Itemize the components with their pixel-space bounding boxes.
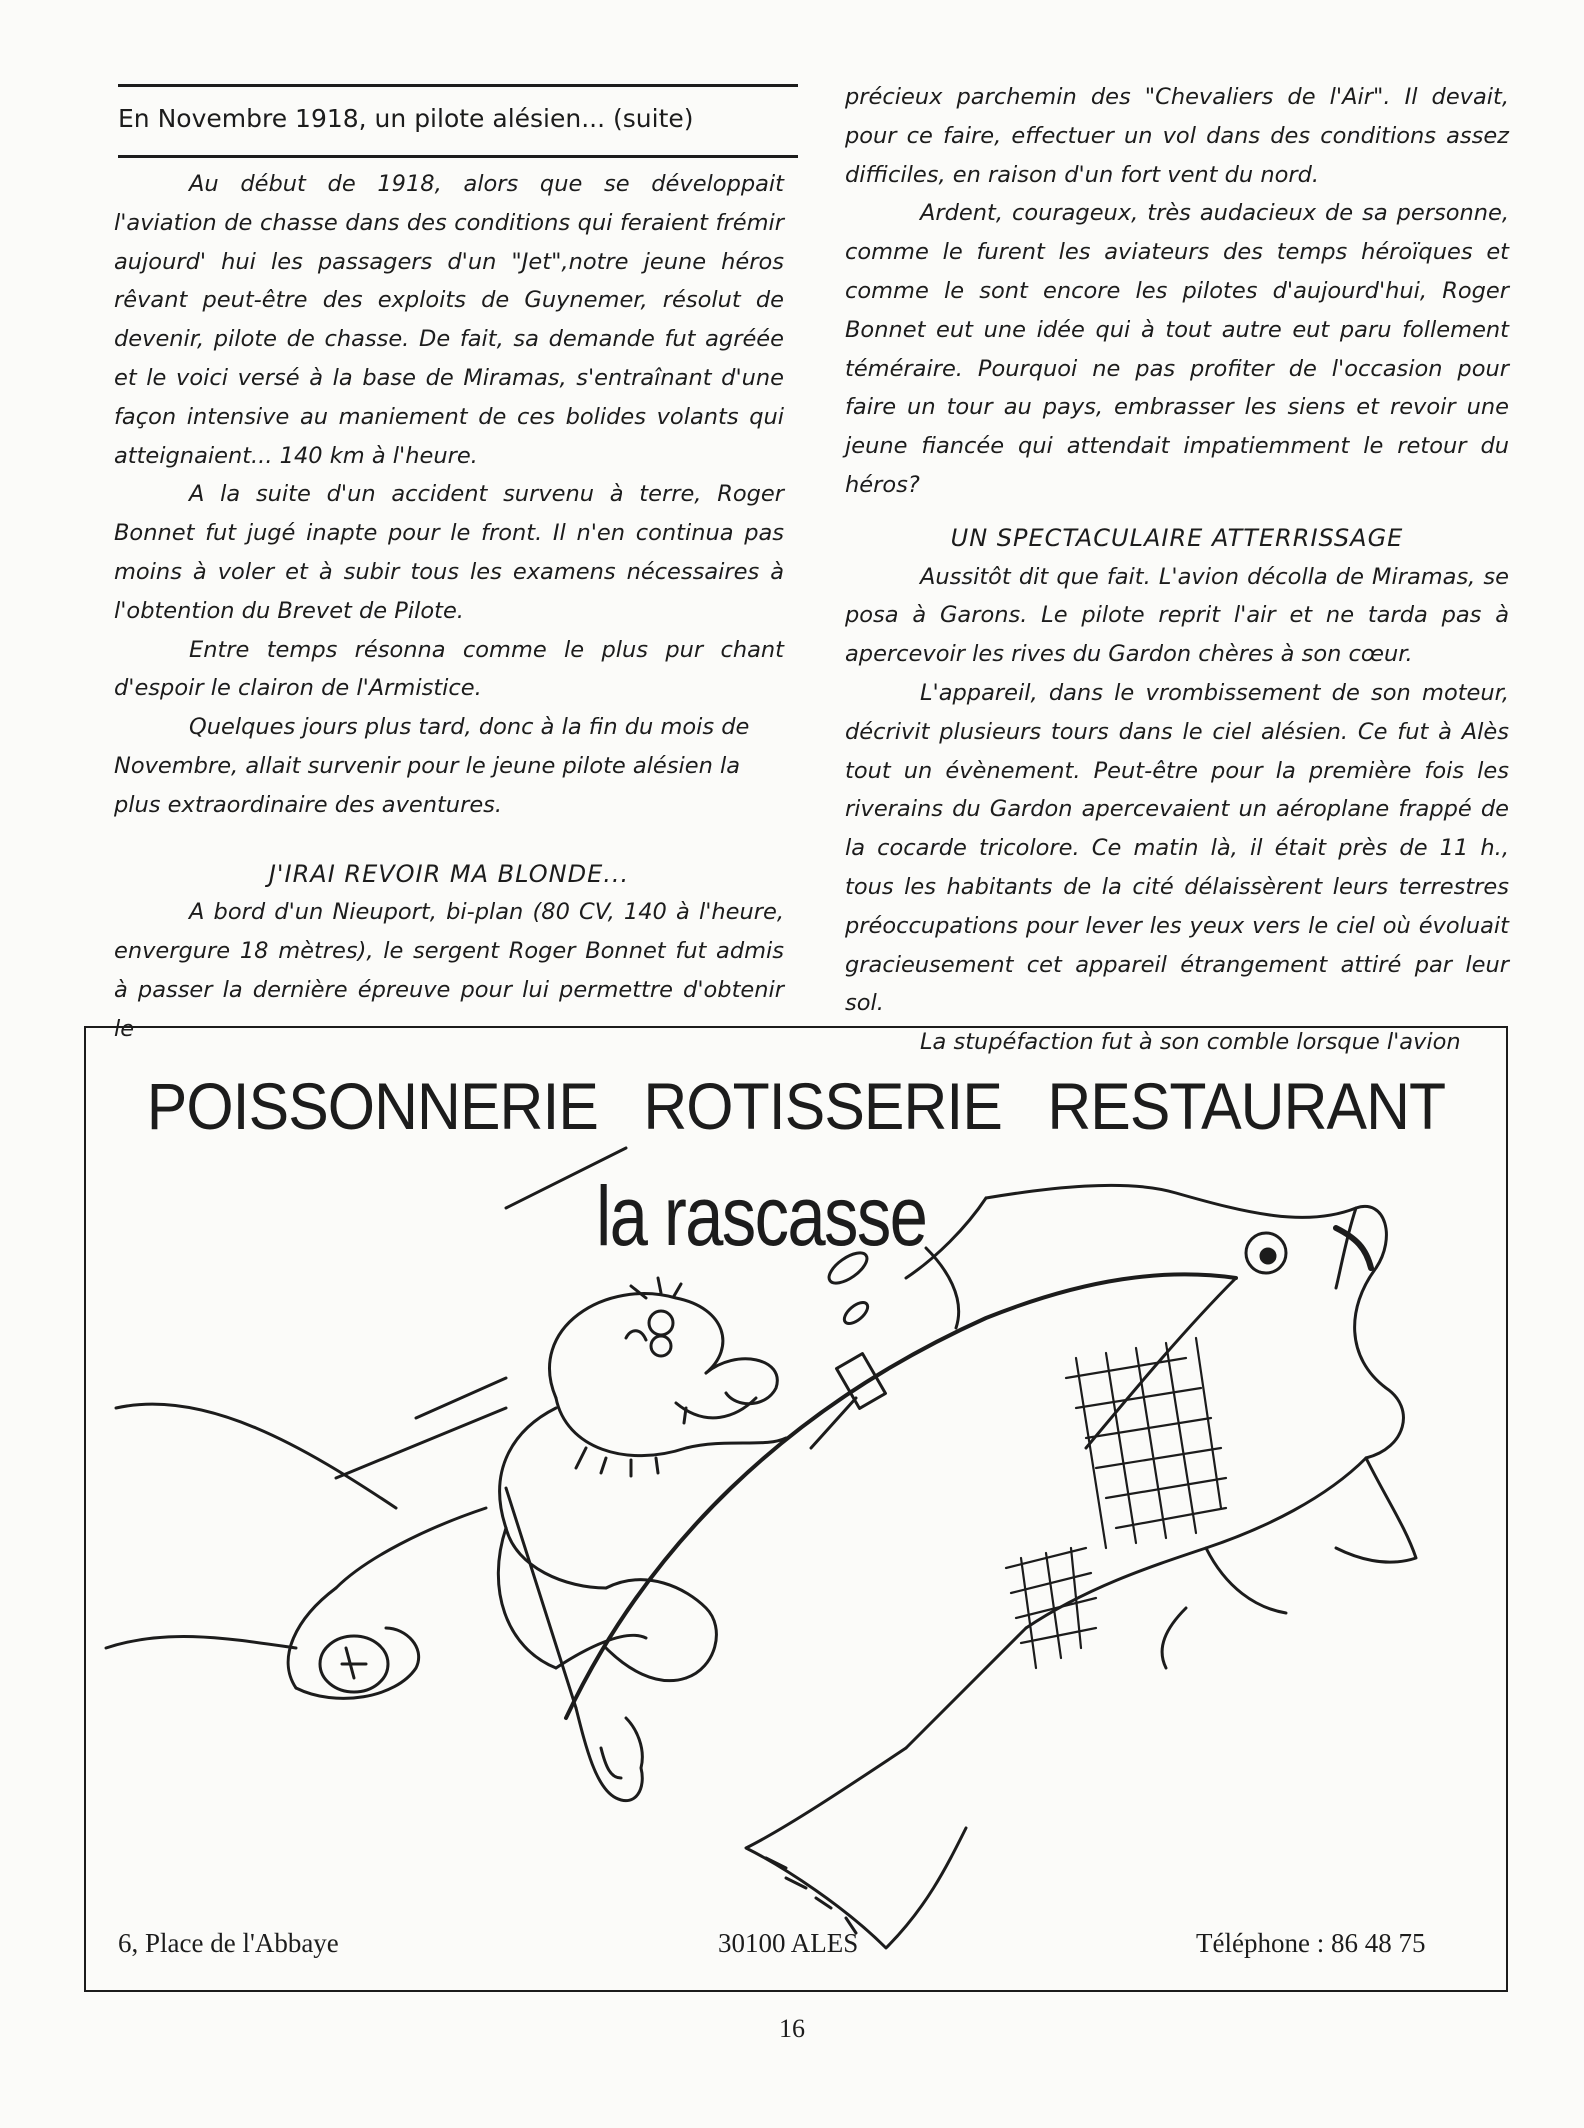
section-subheading: J'IRAI REVOIR MA BLONDE... [268,859,630,888]
right-column [845,78,1509,1062]
fisherman-and-fish-illustration [86,1028,1506,1988]
paragraph: Entre temps résonna comme le plus pur chant d'espoir le clairon de l'Armistice. [114,636,784,702]
section-subheading: UN SPECTACULAIRE ATTERRISSAGE [950,523,1404,552]
header-bottom-rule [118,155,798,158]
paragraph: L'appareil, dans le vrombissement de son moteur, décrivit plusieurs tours dans le ciel alésien. Ce fut à Alès tout un évènement. Peut-être pour la première fois les riverains du Gardon apercevaient un aéroplane frappé de la cocarde tricolore. Ce matin là, il était près de 11 h., tous les habitants de la cité délaissèrent leurs terrestres préoccupations pour lever les yeux vers le ciel où évoluait gracieusement cet appareil étrangement attiré par leur sol. [845,679,1509,1017]
paragraph: Ardent, courageux, très audacieux de sa personne, comme le furent les aviateurs des temps héroïques et comme le sont encore les pilotes d'aujourd'hui, Roger Bonnet eut une idée qui à tout autre eut paru follement téméraire. Pourquoi ne pas profiter de l'occasion pour faire un tour au pays, embrasser les siens et revoir une jeune fiancée qui attendait impatiemment le retour du héros? [845,200,1509,498]
header-top-rule [118,84,798,87]
restaurant-advertisement [84,1026,1508,1992]
paragraph: Aussitôt dit que fait. L'avion décolla de Miramas, se posa à Garons. Le pilote reprit l'air et ne tarda pas à apercevoir les rives du Gardon chères à son cœur. [845,563,1509,668]
ad-city: 30100 ALES [718,1928,859,1958]
ad-headline: POISSONNERIE ROTISSERIE RESTAURANT [146,1069,1446,1143]
paragraph: La stupéfaction fut à son comble lorsque l'avion [920,1029,1461,1056]
paragraph: A bord d'un Nieuport, bi-plan (80 CV, 140 à l'heure, envergure 18 mètres), le sergent Roger Bonnet fut admis à passer la dernière épreuve pour lui permettre d'obtenir le [114,899,784,1042]
paragraph: A la suite d'un accident survenu à terre, Roger Bonnet fut jugé inapte pour le front. Il n'en continua pas moins à voler et à subir tous les examens nécessaires à l'obtention du Brevet de Pilote. [114,481,784,624]
paragraph: précieux parchemin des "Chevaliers de l'Air". Il devait, pour ce faire, effectuer un vol dans des conditions assez difficiles, en raison d'un fort vent du nord. [845,84,1509,188]
paragraph: Au début de 1918, alors que se développait l'aviation de chasse dans des conditions qui feraient frémir aujourd' hui les passagers d'un "Jet",notre jeune héros rêvant peut-être des exploits de Guynemer, résolut de devenir, pilote de chasse. De fait, sa demande fut agréée et le voici versé à la base de Miramas, s'entraînant d'une façon intensive au maniement de ces bolides volants qui atteignaient... 140 km à l'heure. [114,171,784,469]
paragraph: Quelques jours plus tard, donc à la fin du mois de Novembre, allait survenir pour le jeune pilote alésien la plus extraordinaire des aventures. [114,714,750,818]
page-number: 16 [779,2014,805,2043]
ad-address: 6, Place de l'Abbaye [118,1928,339,1958]
left-column [114,165,784,1049]
restaurant-name: la rascasse [596,1169,927,1263]
ad-phone: Téléphone : 86 48 75 [1196,1928,1426,1958]
article-title: En Novembre 1918, un pilote alésien... (suite) [118,104,694,133]
